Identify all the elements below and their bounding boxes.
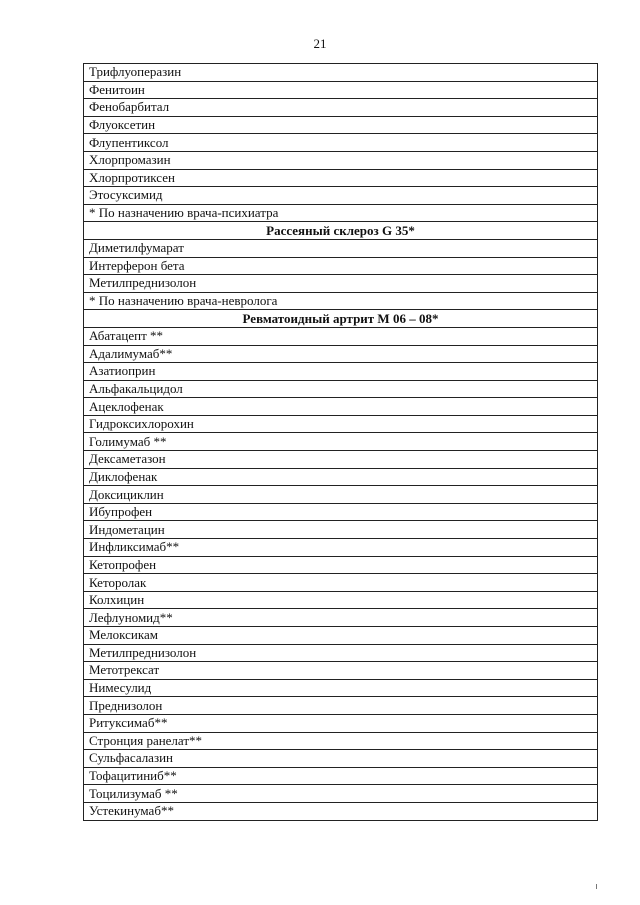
drug-name: Инфликсимаб** — [84, 539, 598, 557]
drug-name: Хлорпротиксен — [84, 169, 598, 187]
drug-row — [84, 539, 598, 557]
drug-name: Этосуксимид — [84, 187, 598, 205]
drug-name: Адалимумаб** — [84, 345, 598, 363]
drug-row — [84, 591, 598, 609]
drug-row — [84, 99, 598, 117]
drug-name: Устекинумаб** — [84, 802, 598, 820]
drug-row — [84, 714, 598, 732]
drug-name: Трифлуоперазин — [84, 64, 598, 82]
drug-name: Метилпреднизолон — [84, 275, 598, 293]
drug-row — [84, 627, 598, 645]
drug-row — [84, 398, 598, 416]
drug-name: Ацеклофенак — [84, 398, 598, 416]
drug-row — [84, 767, 598, 785]
drug-row — [84, 380, 598, 398]
drug-name: Абатацепт ** — [84, 327, 598, 345]
footnote-row — [84, 204, 598, 222]
drug-row — [84, 239, 598, 257]
drug-name: Сульфасалазин — [84, 750, 598, 768]
drug-name: Тоцилизумаб ** — [84, 785, 598, 803]
drug-row — [84, 503, 598, 521]
page-number: 21 — [313, 36, 327, 51]
drug-name: Голимумаб ** — [84, 433, 598, 451]
drug-name: Метилпреднизолон — [84, 644, 598, 662]
drug-row — [84, 785, 598, 803]
drug-row — [84, 609, 598, 627]
drug-row — [84, 327, 598, 345]
drug-name: Гидроксихлорохин — [84, 415, 598, 433]
drug-row — [84, 415, 598, 433]
section-title: Рассеяный склероз G 35* — [84, 222, 598, 240]
drug-name: Флупентиксол — [84, 134, 598, 152]
drug-row — [84, 134, 598, 152]
drug-row — [84, 574, 598, 592]
drug-row — [84, 64, 598, 82]
drug-name: Диметилфумарат — [84, 239, 598, 257]
drug-list-table — [83, 63, 598, 821]
drug-row — [84, 486, 598, 504]
drug-name: Лефлуномид** — [84, 609, 598, 627]
drug-name: Тофацитиниб** — [84, 767, 598, 785]
drug-name: Ибупрофен — [84, 503, 598, 521]
drug-row — [84, 679, 598, 697]
scan-mark — [596, 884, 597, 889]
drug-name: Кеторолак — [84, 574, 598, 592]
drug-name: Фенитоин — [84, 81, 598, 99]
drug-name: Хлорпромазин — [84, 151, 598, 169]
drug-name: Метотрексат — [84, 662, 598, 680]
drug-name: Кетопрофен — [84, 556, 598, 574]
drug-name: Флуоксетин — [84, 116, 598, 134]
drug-name: Стронция ранелат** — [84, 732, 598, 750]
drug-name: Ритуксимаб** — [84, 714, 598, 732]
drug-row — [84, 451, 598, 469]
drug-row — [84, 116, 598, 134]
drug-row — [84, 697, 598, 715]
drug-row — [84, 468, 598, 486]
drug-row — [84, 151, 598, 169]
drug-row — [84, 644, 598, 662]
drug-row — [84, 521, 598, 539]
drug-name: Преднизолон — [84, 697, 598, 715]
drug-row — [84, 345, 598, 363]
drug-name: Нимесулид — [84, 679, 598, 697]
footnote-text: * По назначению врача-психиатра — [84, 204, 598, 222]
drug-list-body — [84, 64, 598, 821]
section-header-row — [84, 310, 598, 328]
drug-row — [84, 802, 598, 820]
drug-name: Мелоксикам — [84, 627, 598, 645]
drug-name: Фенобарбитал — [84, 99, 598, 117]
drug-name: Альфакальцидол — [84, 380, 598, 398]
drug-name: Диклофенак — [84, 468, 598, 486]
drug-name: Азатиоприн — [84, 363, 598, 381]
drug-name: Интерферон бета — [84, 257, 598, 275]
drug-row — [84, 556, 598, 574]
drug-row — [84, 169, 598, 187]
section-title: Ревматоидный артрит М 06 – 08* — [84, 310, 598, 328]
drug-row — [84, 363, 598, 381]
drug-name: Колхицин — [84, 591, 598, 609]
drug-row — [84, 662, 598, 680]
drug-name: Индометацин — [84, 521, 598, 539]
section-header-row — [84, 222, 598, 240]
drug-row — [84, 257, 598, 275]
footnote-row — [84, 292, 598, 310]
footnote-text: * По назначению врача-невролога — [84, 292, 598, 310]
drug-row — [84, 275, 598, 293]
drug-row — [84, 81, 598, 99]
drug-name: Доксициклин — [84, 486, 598, 504]
drug-row — [84, 750, 598, 768]
drug-row — [84, 732, 598, 750]
drug-row — [84, 433, 598, 451]
drug-name: Дексаметазон — [84, 451, 598, 469]
drug-row — [84, 187, 598, 205]
